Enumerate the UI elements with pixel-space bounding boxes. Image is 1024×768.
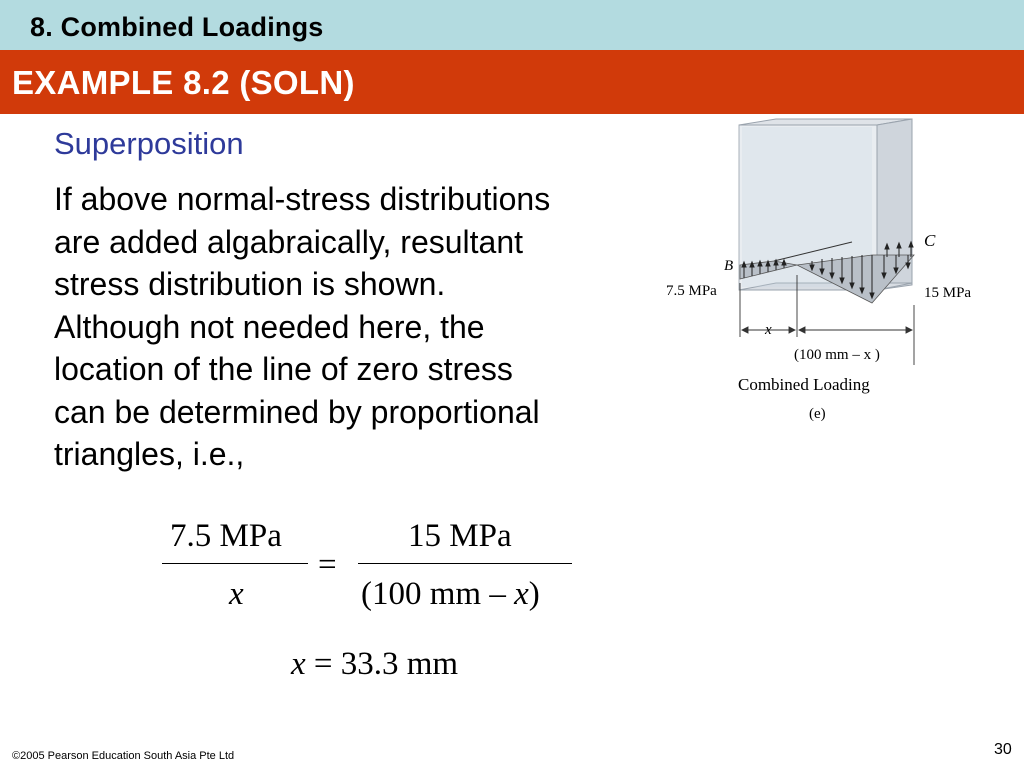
right-denominator (361, 576, 540, 613)
body-line: can be determined by proportional (54, 393, 540, 430)
result-variable: x (291, 646, 306, 682)
right-stress-label: 15 MPa (924, 285, 972, 301)
page-number: 30 (994, 741, 1012, 758)
result-equation (291, 646, 458, 683)
chapter-title: 8. Combined Loadings (30, 12, 324, 42)
dimension-x-label: x (765, 322, 772, 338)
label-b: B (724, 258, 734, 274)
example-title: EXAMPLE 8.2 (SOLN) (12, 64, 355, 101)
chapter-header-bar (0, 0, 1024, 50)
left-numerator: 7.5 MPa (170, 518, 282, 554)
right-denominator-post: ) (528, 576, 540, 612)
body-line: are added algabraically, resultant (54, 223, 524, 260)
left-fraction-bar (162, 563, 308, 564)
label-c: C (924, 231, 936, 250)
result-value: = 33.3 mm (305, 646, 459, 682)
body-line: Although not needed here, the (54, 308, 485, 345)
right-denominator-var: x (514, 576, 529, 612)
body-line: If above normal-stress distributions (54, 181, 551, 217)
section-heading: Superposition (54, 126, 244, 161)
body-line: location of the line of zero stress (54, 351, 513, 387)
right-fraction-bar (358, 563, 572, 564)
example-header-bar (0, 50, 1024, 114)
left-denominator: x (229, 576, 244, 612)
dimension-rest-label: (100 mm – x ) (794, 347, 880, 363)
right-denominator-pre: (100 mm – (361, 576, 515, 612)
copyright-notice: ©2005 Pearson Education South Asia Pte Ltd (12, 750, 235, 762)
combined-loading-figure (662, 115, 1002, 435)
body-paragraph (54, 178, 666, 476)
left-stress-label: 7.5 MPa (666, 283, 717, 299)
right-numerator: 15 MPa (408, 518, 512, 554)
figure-subcaption: (e) (809, 406, 826, 422)
body-line: stress distribution is shown. (54, 266, 446, 302)
body-line: triangles, i.e., (54, 436, 245, 472)
figure-caption: Combined Loading (738, 375, 870, 394)
equals-sign: = (318, 547, 337, 583)
